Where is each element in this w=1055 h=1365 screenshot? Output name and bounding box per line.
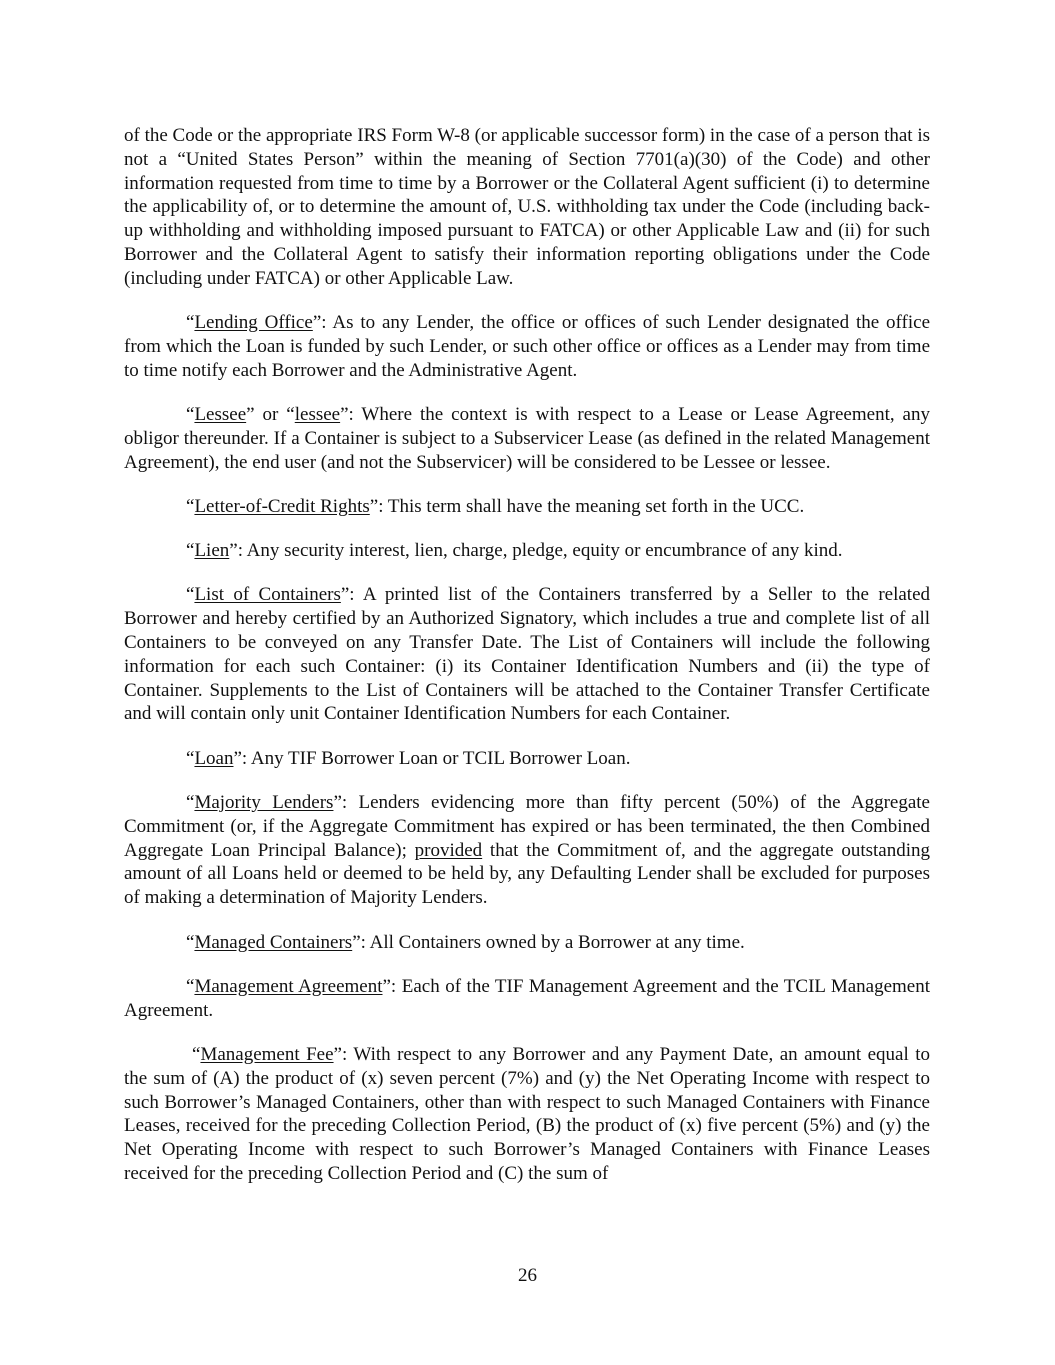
definition-lessee <box>124 403 930 474</box>
open-quote: “ <box>186 312 195 334</box>
definition-text: ”: All Containers owned by a Borrower at any time. <box>352 931 745 953</box>
definition-loan <box>124 747 930 771</box>
page-number: 26 <box>518 1265 537 1286</box>
open-quote: “ <box>192 1043 201 1065</box>
definition-management-agreement <box>124 975 930 1023</box>
open-quote: “ <box>186 403 195 425</box>
open-quote: “ <box>186 584 195 606</box>
defined-term: Loan <box>194 747 234 769</box>
defined-term: Lien <box>194 540 230 562</box>
open-quote: “ <box>186 540 195 562</box>
defined-term: List of Containers <box>194 584 341 606</box>
definition-text: ”: Each of the TIF Management Agreement and the TCIL Management Agreement. <box>124 975 930 1021</box>
open-quote: “ <box>186 792 195 814</box>
definition-text: that the Commitment of, and the aggregate outstanding amount of all Loans held or deemed to be held by, any Defaulting Lender shall be excluded for purposes of making a determination of Majority Lenders. <box>124 839 930 909</box>
open-quote: “ <box>186 931 195 953</box>
provided-term: provided <box>414 839 483 861</box>
defined-term: Management Fee <box>200 1043 334 1065</box>
paragraph-continuation: of the Code or the appropriate IRS Form W-8 (or applicable successor form) in the case of a person that is not a “United States Person” within the meaning of Section 7701(a)(30) of the Code) and other information requested from time to time by a Borrower or the Collateral Agent sufficient (i) to determine the applicability of, or to determine the amount of, U.S. withholding tax under the Code (including back-up withholding and withholding imposed pursuant to FATCA) or other Applicable Law and (ii) for such Borrower and the Collateral Agent to satisfy their information reporting obligations under the Code (including under FATCA) or other Applicable Law. <box>124 125 930 289</box>
definition-list-of-containers <box>124 583 930 726</box>
defined-term: Lessee <box>194 403 247 425</box>
definition-text: ”: With respect to any Borrower and any Payment Date, an amount equal to the sum of (A) the product of (x) seven percent (7%) and (y) the Net Operating Income with respect to such Borrower’s Managed Containers, other than with respect to such Managed Containers with Finance Leases, received for the preceding Collection Period, (B) the product of (x) five percent (5%) and (y) the Net Operating Income with respect to such Borrower’s Managed Containers with Finance Leases received for the preceding Collection Period and (C) the sum of <box>124 1043 930 1184</box>
defined-term: Lending Office <box>194 312 313 334</box>
defined-term: Letter-of-Credit Rights <box>194 495 370 517</box>
definition-text: ”: As to any Lender, the office or offices of such Lender designated the office from which the Loan is funded by such Lender, or such other office or offices as a Lender may from time to time notify each Borrower and the Administrative Agent. <box>124 312 931 381</box>
definition-text: ”: A printed list of the Containers transferred by a Seller to the related Borrower and hereby certified by an Authorized Signatory, which includes a true and complete list of all Containers to be conveyed on any Transfer Date. The List of Containers will include the following information for each such Container: (i) its Container Identification Numbers and (ii) the type of Container. Supplements to the List of Containers will be attached to the Container Transfer Certificate and will contain only unit Container Identification Numbers for each Container. <box>124 584 931 725</box>
definition-management-fee <box>124 1043 930 1186</box>
definition-text: ”: Any security interest, lien, charge, pledge, equity or encumbrance of any kind. <box>229 540 843 562</box>
defined-term: Managed Containers <box>194 931 353 953</box>
document-page <box>124 124 930 1206</box>
open-quote: “ <box>186 747 195 769</box>
definition-managed-containers <box>124 931 930 955</box>
open-quote: “ <box>186 975 195 997</box>
defined-term: Majority Lenders <box>194 792 334 814</box>
definition-text: ”: This term shall have the meaning set forth in the UCC. <box>369 495 805 517</box>
open-quote: “ <box>186 495 195 517</box>
defined-term: lessee <box>294 403 341 425</box>
definition-letter-of-credit-rights <box>124 495 930 519</box>
definition-text: ”: Any TIF Borrower Loan or TCIL Borrower Loan. <box>233 747 631 769</box>
definition-lien <box>124 539 930 563</box>
definition-majority-lenders <box>124 791 930 910</box>
term-separator: ” or “ <box>246 403 295 425</box>
definition-lending-office <box>124 311 930 382</box>
definition-text: ”: Lenders evidencing more than fifty percent (50%) of the Aggregate Commitment (or, if the Aggregate Commitment has expired or has been terminated, the then Combined Aggregate Loan Principal Balance); <box>124 792 930 861</box>
defined-term: Management Agreement <box>194 975 383 997</box>
definition-text: ”: Where the context is with respect to a Lease or Lease Agreement, any obligor thereunder. If a Container is subject to a Subservicer Lease (as defined in the related Management Agreement), the end user (and not the Subservicer) will be considered to be Lessee or lessee. <box>124 403 930 473</box>
